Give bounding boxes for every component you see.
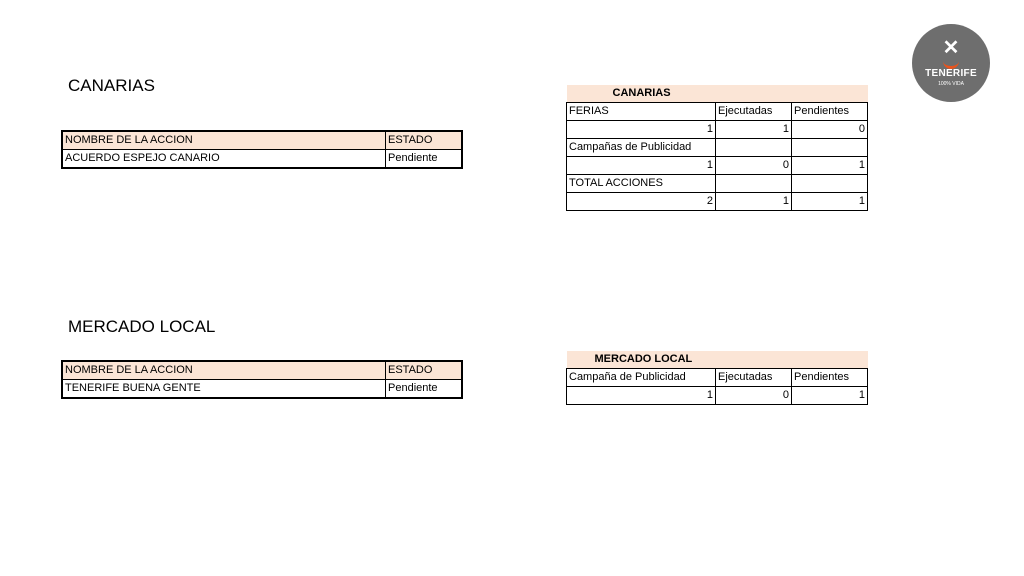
table-cell: Pendientes bbox=[792, 103, 868, 121]
table-cell bbox=[716, 139, 792, 157]
table-row bbox=[567, 369, 868, 387]
table-row bbox=[62, 380, 462, 399]
summary-title-row bbox=[567, 85, 868, 103]
table-row bbox=[567, 157, 868, 175]
table-cell: 2 bbox=[567, 193, 716, 211]
table-cell: 1 bbox=[792, 193, 868, 211]
table-cell: 1 bbox=[716, 121, 792, 139]
table-cell bbox=[792, 175, 868, 193]
canarias-actions-table bbox=[61, 130, 463, 169]
table-cell: Ejecutadas bbox=[716, 369, 792, 387]
table-cell: 1 bbox=[716, 193, 792, 211]
table-row bbox=[567, 175, 868, 193]
table-cell: 0 bbox=[716, 387, 792, 405]
table-header-row bbox=[62, 131, 462, 150]
summary-title: CANARIAS bbox=[567, 85, 868, 103]
header-cell: ESTADO bbox=[386, 131, 463, 150]
table-cell: 1 bbox=[567, 121, 716, 139]
table-cell: TOTAL ACCIONES bbox=[567, 175, 716, 193]
mercado-local-summary-table bbox=[566, 351, 868, 405]
table-cell: Campañas de Publicidad bbox=[567, 139, 716, 157]
table-cell: ACUERDO ESPEJO CANARIO bbox=[62, 150, 386, 169]
table-cell: Pendiente bbox=[386, 150, 463, 169]
header-cell: ESTADO bbox=[386, 361, 463, 380]
table-row bbox=[567, 387, 868, 405]
section-title-mercado-local: MERCADO LOCAL bbox=[68, 317, 216, 336]
header-cell: NOMBRE DE LA ACCION bbox=[62, 131, 386, 150]
table-cell: 1 bbox=[567, 157, 716, 175]
table-header-row bbox=[62, 361, 462, 380]
summary-title-row bbox=[567, 351, 868, 369]
header-cell: NOMBRE DE LA ACCION bbox=[62, 361, 386, 380]
summary-title: MERCADO LOCAL bbox=[567, 351, 868, 369]
logo-tagline: 100% VIDA bbox=[938, 81, 964, 87]
table-cell: 0 bbox=[792, 121, 868, 139]
table-cell: 1 bbox=[567, 387, 716, 405]
logo-name: TENERIFE bbox=[925, 68, 977, 79]
logo-x-icon: ✕ bbox=[942, 37, 960, 59]
table-cell bbox=[716, 175, 792, 193]
table-cell bbox=[792, 139, 868, 157]
table-cell: TENERIFE BUENA GENTE bbox=[62, 380, 386, 399]
table-cell: FERIAS bbox=[567, 103, 716, 121]
table-cell: Campaña de Publicidad bbox=[567, 369, 716, 387]
table-cell: Ejecutadas bbox=[716, 103, 792, 121]
tenerife-logo bbox=[912, 24, 990, 102]
table-row bbox=[567, 121, 868, 139]
table-row bbox=[62, 150, 462, 169]
table-cell: 1 bbox=[792, 157, 868, 175]
table-row bbox=[567, 139, 868, 157]
table-cell: Pendiente bbox=[386, 380, 463, 399]
table-cell: Pendientes bbox=[792, 369, 868, 387]
mercado-local-actions-table bbox=[61, 360, 463, 399]
section-title-canarias: CANARIAS bbox=[68, 76, 155, 95]
canarias-summary-table bbox=[566, 85, 868, 211]
table-cell: 1 bbox=[792, 387, 868, 405]
table-row bbox=[567, 193, 868, 211]
table-cell: 0 bbox=[716, 157, 792, 175]
table-row bbox=[567, 103, 868, 121]
